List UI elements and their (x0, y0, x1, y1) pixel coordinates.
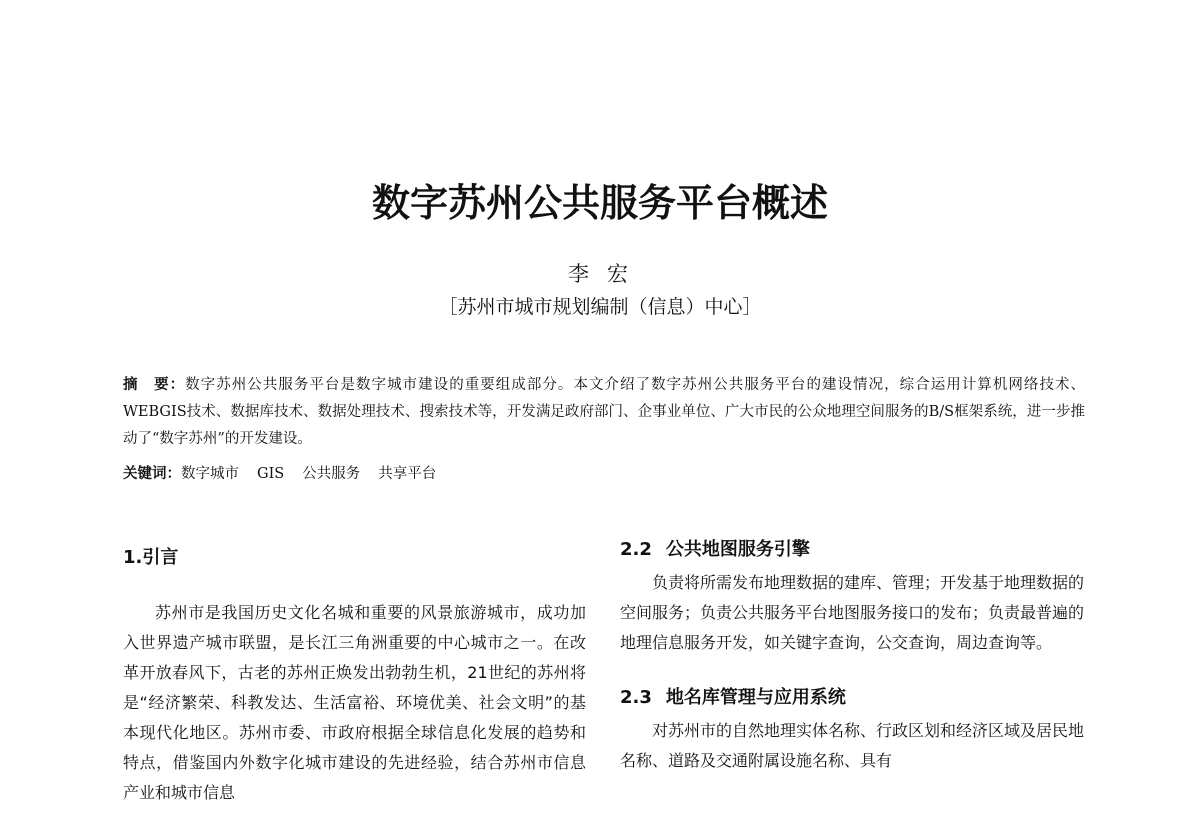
right-column (620, 532, 1084, 776)
keyword-item: 共享平台 (378, 466, 437, 482)
section-number: 2.2 (620, 539, 652, 560)
author-affiliation: ［苏州市城市规划编制（信息）中心］ (438, 296, 762, 318)
section-heading-2-2 (620, 532, 1084, 568)
section-title: 公共地图服务引擎 (665, 539, 810, 560)
section-2-2-paragraph: 负责将所需发布地理数据的建库、管理；开发基于地理数据的空间服务；负责公共服务平台地图服务接口的发布；负责最普遍的地理信息服务开发，如关键字查询，公交查询，周边查询等。 (620, 573, 1085, 652)
keywords (123, 461, 1085, 488)
section-heading-intro: 1.引言 (123, 547, 179, 568)
section-heading-2-3 (620, 680, 1084, 716)
abstract-label: 摘 要： (123, 377, 186, 393)
keyword-item: 数字城市 (181, 466, 239, 482)
section-number: 2.3 (620, 687, 652, 708)
author-name: 李宏 (568, 262, 646, 286)
left-column (123, 540, 586, 808)
intro-paragraph: 苏州市是我国历史文化名城和重要的风景旅游城市，成功加入世界遗产城市联盟，是长江三角洲重要的中心城市之一。在改革开放春风下，古老的苏州正焕发出勃勃生机，21世纪的苏州将是“经济繁荣、科教发达、生活富裕、环境优美、社会文明”的基本现代化地区。苏州市委、市政府根据全球信息化发展的趋势和特点，借鉴国内外数字化城市建设的先进经验，结合苏州市信息产业和城市信息 (123, 603, 586, 802)
keyword-item: 公共服务 (302, 466, 361, 482)
section-2-3-paragraph: 对苏州市的自然地理实体名称、行政区划和经济区域及居民地名称、道路及交通附属设施名称、具有 (620, 721, 1085, 770)
abstract (123, 372, 1085, 453)
keyword-item: GIS (257, 466, 285, 482)
paper-title: 数字苏州公共服务平台概述 (371, 181, 828, 225)
abstract-text: 数字苏州公共服务平台是数字城市建设的重要组成部分。本文介绍了数字苏州公共服务平台的建设情况，综合运用计算机网络技术、WEBGIS技术、数据库技术、数据处理技术、搜索技术等，开发满足政府部门、企事业单位、广大市民的公众地理空间服务的B/S框架系统，进一步推动了“数字苏州”的开发建设。 (123, 377, 1086, 447)
keywords-label: 关键词： (123, 466, 181, 482)
section-title: 地名库管理与应用系统 (665, 687, 846, 708)
